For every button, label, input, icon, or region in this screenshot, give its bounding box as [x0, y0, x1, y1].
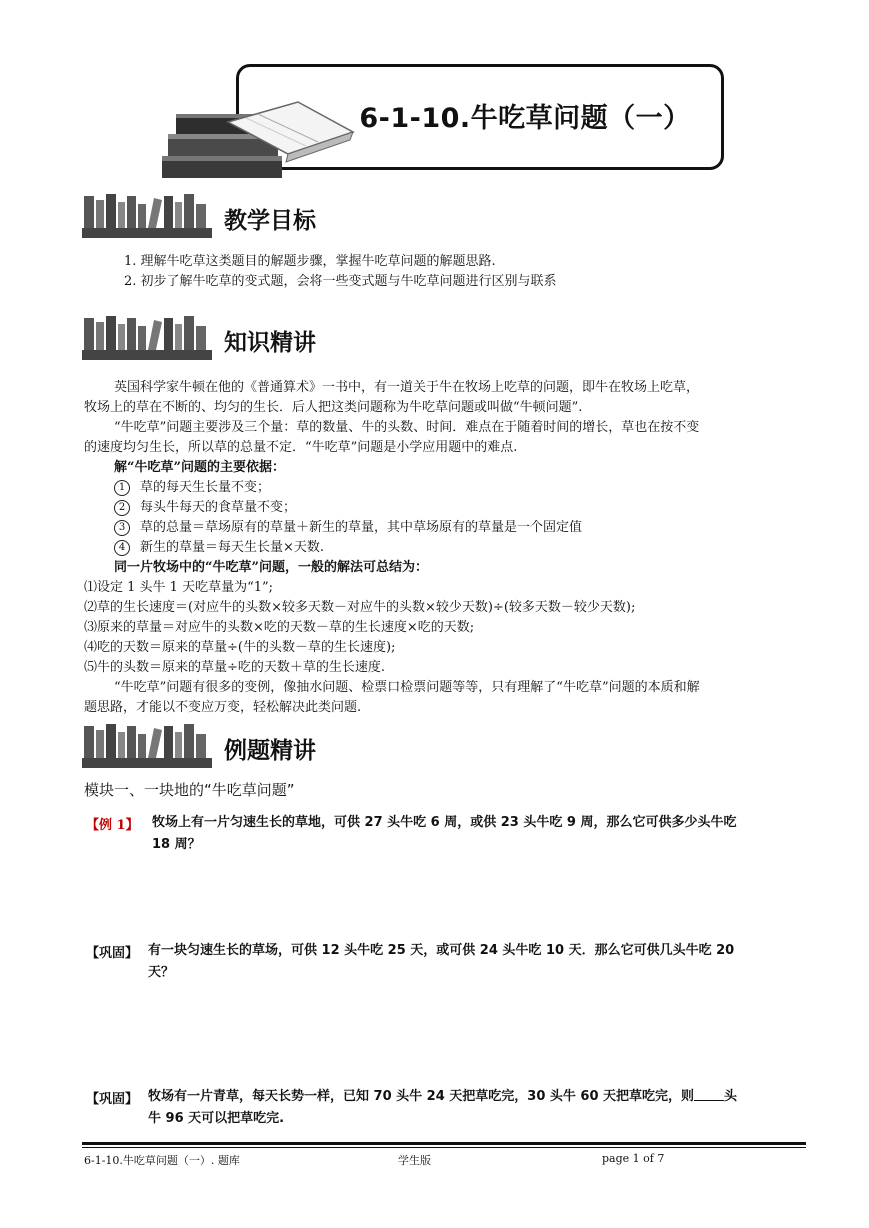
- section-title-teaching-goals: 教学目标: [224, 208, 316, 234]
- example-1-line1: 牧场上有一片匀速生长的草地，可供 27 头牛吃 6 周，或供 23 头牛吃 9 周，那么它可供多少头牛吃: [152, 815, 737, 830]
- basis-item-3: [114, 518, 582, 538]
- basis-item-1: [114, 478, 270, 498]
- circled-number: 2: [114, 500, 130, 516]
- bookshelf-icon: [82, 312, 212, 360]
- basis-item-4: [114, 538, 324, 558]
- knowledge-para2-line2: 的速度均匀生长，所以草的总量不定．“牛吃草”问题是小学应用题中的难点.: [84, 440, 518, 455]
- bracket-close: 】: [125, 818, 139, 833]
- label-text: 例 1: [99, 818, 126, 833]
- goal-item-2: [124, 272, 557, 292]
- knowledge-para1-line1: 英国科学家牛顿在他的《普通算术》一书中，有一道关于牛在牧场上吃草的问题，即牛在牧场上吃草，: [114, 380, 700, 395]
- basis-heading: 解“牛吃草”问题的主要依据：: [114, 460, 285, 475]
- section-title-examples: 例题精讲: [224, 738, 316, 764]
- goal-text: 初步了解牛吃草的变式题，会将一些变式题与牛吃草问题进行区别与联系: [140, 274, 557, 289]
- footer-left: 6-1-10.牛吃草问题（一）. 题库: [84, 1154, 240, 1167]
- books-icon: [158, 92, 358, 192]
- basis-text: 草的每天生长量不变；: [140, 480, 271, 495]
- circled-number: 4: [114, 540, 130, 556]
- basis-text: 每头牛每天的食草量不变；: [140, 500, 297, 515]
- consolidation-1-label: 【巩固】: [86, 946, 139, 961]
- bookshelf-icon: [82, 720, 212, 768]
- bracket-open: 【: [86, 818, 100, 833]
- goal-number: 2.: [124, 274, 137, 289]
- consolidation-2-line1: [148, 1086, 737, 1108]
- module-heading: 模块一、一块地的“牛吃草问题”: [84, 781, 295, 799]
- method-heading: 同一片牧场中的“牛吃草”问题，一般的解法可总结为：: [114, 560, 428, 575]
- footer-center: 学生版: [398, 1154, 431, 1167]
- footer-rule-thick: [82, 1142, 806, 1145]
- goal-text: 理解牛吃草这类题目的解题步骤，掌握牛吃草问题的解题思路.: [140, 254, 496, 269]
- goal-number: 1.: [124, 254, 137, 269]
- consolidation-1-line1: 有一块匀速生长的草场，可供 12 头牛吃 25 天，或可供 24 头牛吃 10 天．那么它可供几头牛吃 20: [148, 943, 735, 958]
- consolidation-2-text-tail: 头: [724, 1089, 738, 1104]
- basis-text: 草的总量＝草场原有的草量＋新生的草量，其中草场原有的草量是一个固定值: [140, 520, 583, 535]
- goal-item-1: [124, 252, 496, 272]
- bookshelf-icon: [82, 190, 212, 238]
- method-item-4: ⑷吃的天数＝原来的草量÷(牛的头数－草的生长速度);: [84, 640, 396, 655]
- method-item-5: ⑸牛的头数＝原来的草量÷吃的天数＋草的生长速度.: [84, 660, 386, 675]
- knowledge-para3-line2: 题思路，才能以不变应万变，轻松解决此类问题.: [84, 700, 362, 715]
- example-1-line2: 18 周？: [152, 837, 201, 852]
- knowledge-para2-line1: “牛吃草”问题主要涉及三个量：草的数量、牛的头数、时间．难点在于随着时间的增长，草也在按不变: [114, 420, 700, 435]
- consolidation-2-label: 【巩固】: [86, 1092, 139, 1107]
- circled-number: 1: [114, 480, 130, 496]
- circled-number: 3: [114, 520, 130, 536]
- page-title: 6-1-10.牛吃草问题（一）: [359, 103, 691, 134]
- basis-item-2: [114, 498, 296, 518]
- knowledge-para1-line2: 牧场上的草在不断的、均匀的生长．后人把这类问题称为牛吃草问题或叫做“牛顿问题”.: [84, 400, 583, 415]
- method-item-2: ⑵草的生长速度＝(对应牛的头数×较多天数－对应牛的头数×较少天数)÷(较多天数－较少天数);: [84, 600, 636, 615]
- consolidation-2-line2: 牛 96 天可以把草吃完.: [148, 1111, 285, 1126]
- section-title-knowledge: 知识精讲: [224, 330, 316, 356]
- knowledge-para3-line1: “牛吃草”问题有很多的变例，像抽水问题、检票口检票问题等等，只有理解了“牛吃草”问题的本质和解: [114, 680, 700, 695]
- method-item-1: ⑴设定 1 头牛 1 天吃草量为“1”;: [84, 580, 274, 595]
- basis-text: 新生的草量＝每天生长量×天数.: [140, 540, 325, 555]
- method-item-3: ⑶原来的草量＝对应牛的头数×吃的天数－草的生长速度×吃的天数;: [84, 620, 475, 635]
- consolidation-1-line2: 天？: [148, 965, 175, 980]
- example-1-label: [86, 814, 139, 833]
- answer-blank[interactable]: [694, 1088, 724, 1101]
- footer-rule-thin: [82, 1147, 806, 1148]
- consolidation-2-text: 牧场有一片青草，每天长势一样，已知 70 头牛 24 天把草吃完，30 头牛 60 天把草吃完，则: [148, 1089, 695, 1104]
- footer-page-number: page 1 of 7: [602, 1152, 665, 1165]
